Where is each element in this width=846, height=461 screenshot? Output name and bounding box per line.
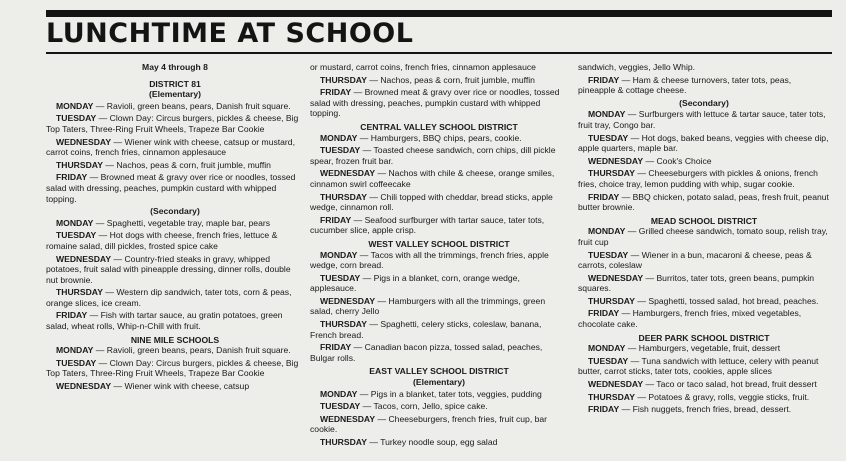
menu-entry: FRIDAY — Hamburgers, french fries, mixed vegetables, chocolate cake. [578, 308, 802, 330]
menu-day: TUESDAY [588, 132, 629, 143]
menu-day: WEDNESDAY [588, 379, 644, 390]
menu-day: FRIDAY [320, 342, 352, 353]
menu-entry: WEDNESDAY — Nachos with chile & cheese, orange smiles, cinnamon swirl coffeecake [310, 168, 555, 189]
district-heading: DEER PARK SCHOOL DISTRICT [638, 332, 770, 343]
page-title: LUNCHTIME AT SCHOOL [46, 18, 414, 49]
menu-entry: WEDNESDAY — Country-fried steaks in gravy, whipped potatoes, fruit salad with pineapple dressing, dinner rolls, double nut brownie. [46, 253, 291, 285]
menu-text: Clown Day: Circus burgers, pickles & cheese, Big Top Taters, Three-Ring Fruit Wheels, Trapeze Bar Cookie [46, 113, 299, 134]
continued-text: or mustard, carrot coins, french fries, cinnamon applesauce [310, 62, 536, 72]
menu-day: FRIDAY [56, 172, 88, 183]
menu-day: THURSDAY [320, 437, 367, 447]
menu-text: Hot dogs with cheese, french fries, lettuce & romaine salad, dill pickles, frosted spice cake [46, 230, 278, 251]
district-heading: NINE MILE SCHOOLS [130, 334, 220, 345]
menu-entry: WEDNESDAY — Burritos, tater tots, green beans, pumpkin squares. [578, 272, 815, 294]
date-range: May 4 through 8 [142, 62, 208, 72]
menu-day: FRIDAY [588, 404, 620, 415]
menu-entry: TUESDAY — Clown Day: Circus burgers, pickles & cheese, Big Top Taters, Three-Ring Fruit Wheels, Trapeze Bar Cookie [46, 113, 299, 134]
menu-day: TUESDAY [320, 145, 361, 156]
menu-entry: TUESDAY — Hot dogs, baked beans, veggies with cheese dip, apple quarters, maple bar. [578, 132, 829, 154]
menu-text: Wiener wink with cheese, catsup or mustard, carrot coins, french fries, cinnamon applesauce [46, 136, 295, 158]
district-heading: CENTRAL VALLEY SCHOOL DISTRICT [360, 121, 518, 132]
menu-text: Hamburgers, french fries, mixed vegetables, chocolate cake. [578, 308, 802, 330]
menu-day: MONDAY [56, 345, 94, 356]
menu-text: Hot dogs, baked beans, veggies with cheese dip, apple quarters, maple bar. [578, 132, 829, 154]
menu-entry: MONDAY — Ravioli, green beans, pears, Danish fruit square. [56, 100, 291, 111]
menu-day: MONDAY [56, 217, 94, 228]
district-heading: DISTRICT 81 [149, 78, 201, 89]
menu-entry: WEDNESDAY — Wiener wink with cheese, catsup or mustard, carrot coins, french fries, cinnamon applesauce [46, 136, 295, 158]
menu-day: THURSDAY [588, 295, 635, 306]
menu-text: Hamburgers, vegetable, fruit, dessert [638, 343, 781, 354]
menu-entry: THURSDAY — Turkey noodle soup, egg salad [320, 437, 498, 447]
menu-entry: FRIDAY — Browned meat & gravy over rice or noodles, tossed salad with dressing, peaches, pumpkin custard with whipped topping. [310, 87, 560, 119]
menu-day: WEDNESDAY [56, 136, 112, 147]
menu-entry: THURSDAY — Nachos, peas & corn, fruit jumble, muffin [56, 159, 271, 170]
district-heading: MEAD SCHOOL DISTRICT [650, 215, 758, 226]
top-rule [46, 10, 832, 17]
menu-entry: THURSDAY — Spaghetti, tossed salad, hot bread, peaches. [588, 295, 819, 306]
menu-text: Country-fried steaks in gravy, whipped potatoes, fruit salad with pineapple dressing, dinner rolls, double nut brownie. [46, 253, 291, 285]
menu-entry: MONDAY — Hamburgers, vegetable, fruit, dessert [588, 343, 781, 354]
menu-text: Ravioli, green beans, pears, Danish fruit square. [106, 100, 291, 111]
menu-day: MONDAY [320, 249, 358, 260]
menu-day: MONDAY [320, 132, 358, 143]
menu-entry: WEDNESDAY — Cook's Choice [588, 155, 712, 166]
menu-day: TUESDAY [56, 230, 97, 241]
menu-text: Ham & cheese turnovers, tater tots, peas, pineapple & cottage cheese. [578, 74, 792, 96]
menu-text: Cheeseburgers with pickles & onions, french fries, choice tray, lemon pudding with whip, sugar cookie. [578, 168, 818, 189]
menu-text: Tacos, corn, Jello, spice cake. [373, 401, 488, 412]
menu-text: Hamburgers, BBQ chips, pears, cookie. [370, 132, 522, 143]
level-subheading: (Elementary) [148, 89, 202, 100]
title-underline [46, 52, 832, 54]
menu-text: Nachos, peas & corn, fruit jumble, muffin [380, 74, 535, 85]
menu-text: Tuna sandwich with lettuce, celery with peanut butter, carrot sticks, tater tots, cookies, apple slices [578, 355, 819, 377]
menu-day: MONDAY [588, 343, 626, 354]
menu-text: Turkey noodle soup, egg salad [380, 437, 498, 447]
menu-text: Ravioli, green beans, pears, Danish fruit square. [106, 345, 291, 356]
menu-text: Chili topped with cheddar, bread sticks, apple wedge, cinnamon roll. [310, 191, 553, 213]
menu-entry: MONDAY — Spaghetti, vegetable tray, maple bar, pears [56, 217, 271, 228]
menu-entry: MONDAY — Pigs in a blanket, tater tots, veggies, pudding [320, 388, 542, 399]
menu-text: Nachos with chile & cheese, orange smiles, cinnamon swirl coffeecake [310, 168, 555, 189]
menu-entry: MONDAY — Ravioli, green beans, pears, Danish fruit square. [56, 345, 291, 356]
column-3 [578, 62, 830, 417]
menu-day: WEDNESDAY [588, 155, 644, 166]
menu-text: Canadian bacon pizza, tossed salad, peaches, Bulgar rolls. [310, 342, 543, 363]
menu-day: FRIDAY [320, 87, 352, 98]
menu-text: Hamburgers with all the trimmings, green salad, cherry Jello [310, 295, 546, 317]
menu-text: Grilled cheese sandwich, tomato soup, relish tray, fruit cup [578, 226, 828, 247]
menu-text: Clown Day: Circus burgers, pickles & cheese, Big Top Taters, Three-Ring Fruit Wheels, Trapeze Bar Cookie [46, 357, 299, 379]
menu-text: Browned meat & gravy over rice or noodles, tossed salad with dressing, peaches, pumpkin custard with whipped topping. [310, 87, 560, 119]
menu-day: TUESDAY [56, 357, 97, 368]
menu-text: Spaghetti, tossed salad, hot bread, peaches. [648, 295, 819, 306]
menu-text: Burritos, tater tots, green beans, pumpkin squares. [578, 272, 815, 294]
menu-text: Spaghetti, celery sticks, coleslaw, banana, French bread. [310, 319, 542, 340]
menu-day: TUESDAY [320, 401, 361, 412]
menu-day: TUESDAY [588, 355, 629, 366]
menu-text: Wiener in a bun, macaroni & cheese, peas & carrots, coleslaw [578, 249, 812, 271]
menu-text: Toasted cheese sandwich, corn chips, dill pickle spear, frozen fruit bar. [310, 145, 556, 166]
menu-entry: THURSDAY — Spaghetti, celery sticks, coleslaw, banana, French bread. [310, 319, 542, 340]
menu-entry: FRIDAY — BBQ chicken, potato salad, peas, fresh fruit, peanut butter brownie. [578, 191, 829, 213]
menu-day: WEDNESDAY [588, 272, 644, 283]
menu-day: THURSDAY [320, 191, 367, 202]
menu-day: TUESDAY [56, 113, 97, 124]
menu-entry: MONDAY — Grilled cheese sandwich, tomato soup, relish tray, fruit cup [578, 226, 828, 247]
menu-entry: MONDAY — Tacos with all the trimmings, french fries, apple wedge, corn bread. [310, 249, 549, 271]
menu-day: FRIDAY [56, 310, 88, 321]
menu-day: TUESDAY [588, 249, 629, 260]
menu-text: Surfburgers with lettuce & tartar sauce, tater tots, fruit tray, Congo bar. [578, 109, 826, 130]
menu-text: Pigs in a blanket, tater tots, veggies, pudding [370, 388, 542, 399]
menu-text: Western dip sandwich, tater tots, corn & peas, orange slices, ice cream. [46, 287, 292, 308]
menu-day: WEDNESDAY [56, 381, 112, 392]
menu-text: Pigs in a blanket, corn, orange wedge, applesauce. [310, 272, 520, 294]
column-2 [310, 62, 568, 450]
district-heading: WEST VALLEY SCHOOL DISTRICT [368, 238, 510, 249]
menu-text: Wiener wink with cheese, catsup [124, 381, 250, 392]
level-subheading: (Elementary) [412, 377, 466, 388]
menu-entry: TUESDAY — Wiener in a bun, macaroni & cheese, peas & carrots, coleslaw [578, 249, 812, 271]
menu-day: WEDNESDAY [56, 253, 112, 264]
menu-day: FRIDAY [588, 74, 620, 85]
menu-day: MONDAY [588, 226, 626, 237]
menu-day: THURSDAY [56, 159, 103, 170]
district-heading: EAST VALLEY SCHOOL DISTRICT [369, 366, 509, 377]
menu-day: THURSDAY [56, 287, 103, 298]
menu-text: Cheeseburgers, french fries, fruit cup, bar cookie. [310, 413, 548, 435]
level-subheading: (Secondary) [150, 206, 200, 217]
menu-text: Fish nuggets, french fries, bread, dessert. [632, 404, 792, 415]
menu-entry: TUESDAY — Pigs in a blanket, corn, orange wedge, applesauce. [310, 272, 520, 294]
menu-entry: WEDNESDAY — Cheeseburgers, french fries, fruit cup, bar cookie. [310, 413, 548, 435]
menu-text: Cook's Choice [656, 155, 712, 166]
menu-day: THURSDAY [320, 74, 367, 85]
menu-text: Browned meat & gravy over rice or noodles, tossed salad with dressing, peaches, pumpkin custard with whipped topping. [46, 172, 296, 204]
menu-entry: MONDAY — Surfburgers with lettuce & tartar sauce, tater tots, fruit tray, Congo bar. [578, 109, 826, 130]
menu-day: WEDNESDAY [320, 295, 376, 306]
menu-text: Tacos with all the trimmings, french fries, apple wedge, corn bread. [310, 249, 549, 271]
menu-entry: THURSDAY — Potatoes & gravy, rolls, veggie sticks, fruit. [588, 391, 810, 402]
menu-day: FRIDAY [320, 214, 352, 225]
menu-text: Potatoes & gravy, rolls, veggie sticks, fruit. [648, 391, 810, 402]
menu-day: FRIDAY [588, 308, 620, 319]
menu-entry: THURSDAY — Western dip sandwich, tater tots, corn & peas, orange slices, ice cream. [46, 287, 292, 308]
menu-entry: WEDNESDAY — Wiener wink with cheese, catsup [56, 381, 250, 392]
level-subheading: (Secondary) [679, 97, 729, 108]
menu-entry: THURSDAY — Cheeseburgers with pickles & onions, french fries, choice tray, lemon pudding with whip, sugar cookie. [578, 168, 818, 189]
menu-text: Seafood surfburger with tartar sauce, tater tots, cucumber slice, apple crisp. [310, 214, 545, 236]
menu-entry: FRIDAY — Fish with tartar sauce, au gratin potatoes, green salad, wheat rolls, Whip-n-Chill with fruit. [46, 310, 283, 332]
menu-day: WEDNESDAY [320, 168, 376, 179]
menu-entry: FRIDAY — Seafood surfburger with tartar sauce, tater tots, cucumber slice, apple crisp. [310, 214, 545, 236]
menu-day: MONDAY [56, 100, 94, 111]
menu-entry: WEDNESDAY — Hamburgers with all the trimmings, green salad, cherry Jello [310, 295, 546, 317]
menu-day: TUESDAY [320, 272, 361, 283]
menu-entry: THURSDAY — Chili topped with cheddar, bread sticks, apple wedge, cinnamon roll. [310, 191, 553, 213]
menu-entry: TUESDAY — Toasted cheese sandwich, corn chips, dill pickle spear, frozen fruit bar. [310, 145, 556, 166]
menu-entry: TUESDAY — Tuna sandwich with lettuce, celery with peanut butter, carrot sticks, tater tots, cookies, apple slices [578, 355, 819, 377]
menu-entry: WEDNESDAY — Taco or taco salad, hot bread, fruit dessert [588, 379, 817, 390]
menu-entry: FRIDAY — Canadian bacon pizza, tossed salad, peaches, Bulgar rolls. [310, 342, 543, 363]
menu-text: Spaghetti, vegetable tray, maple bar, pears [106, 217, 271, 228]
menu-text: Nachos, peas & corn, fruit jumble, muffin [116, 159, 271, 170]
continued-text: sandwich, veggies, Jello Whip. [578, 62, 696, 72]
menu-text: Fish with tartar sauce, au gratin potatoes, green salad, wheat rolls, Whip-n-Chill with fruit. [46, 310, 283, 332]
menu-day: WEDNESDAY [320, 413, 376, 424]
menu-day: THURSDAY [320, 319, 367, 330]
menu-day: FRIDAY [588, 191, 620, 202]
menu-entry: TUESDAY — Tacos, corn, Jello, spice cake. [320, 401, 488, 412]
column-1 [46, 62, 304, 394]
menu-text: Taco or taco salad, hot bread, fruit dessert [656, 379, 817, 390]
menu-entry: FRIDAY — Ham & cheese turnovers, tater tots, peas, pineapple & cottage cheese. [578, 74, 792, 96]
menu-entry: FRIDAY — Fish nuggets, french fries, bread, dessert. [588, 404, 792, 415]
menu-day: MONDAY [320, 388, 358, 399]
menu-text: BBQ chicken, potato salad, peas, fresh fruit, peanut butter brownie. [578, 191, 829, 213]
menu-day: THURSDAY [588, 168, 635, 179]
menu-entry: FRIDAY — Browned meat & gravy over rice or noodles, tossed salad with dressing, peaches, pumpkin custard with whipped topping. [46, 172, 296, 204]
menu-entry: THURSDAY — Nachos, peas & corn, fruit jumble, muffin [320, 74, 535, 85]
menu-day: THURSDAY [588, 391, 635, 402]
menu-day: MONDAY [588, 109, 626, 120]
menu-entry: TUESDAY — Hot dogs with cheese, french fries, lettuce & romaine salad, dill pickles, frosted spice cake [46, 230, 278, 251]
menu-entry: TUESDAY — Clown Day: Circus burgers, pickles & cheese, Big Top Taters, Three-Ring Fruit Wheels, Trapeze Bar Cookie [46, 357, 299, 379]
menu-entry: MONDAY — Hamburgers, BBQ chips, pears, cookie. [320, 132, 522, 143]
